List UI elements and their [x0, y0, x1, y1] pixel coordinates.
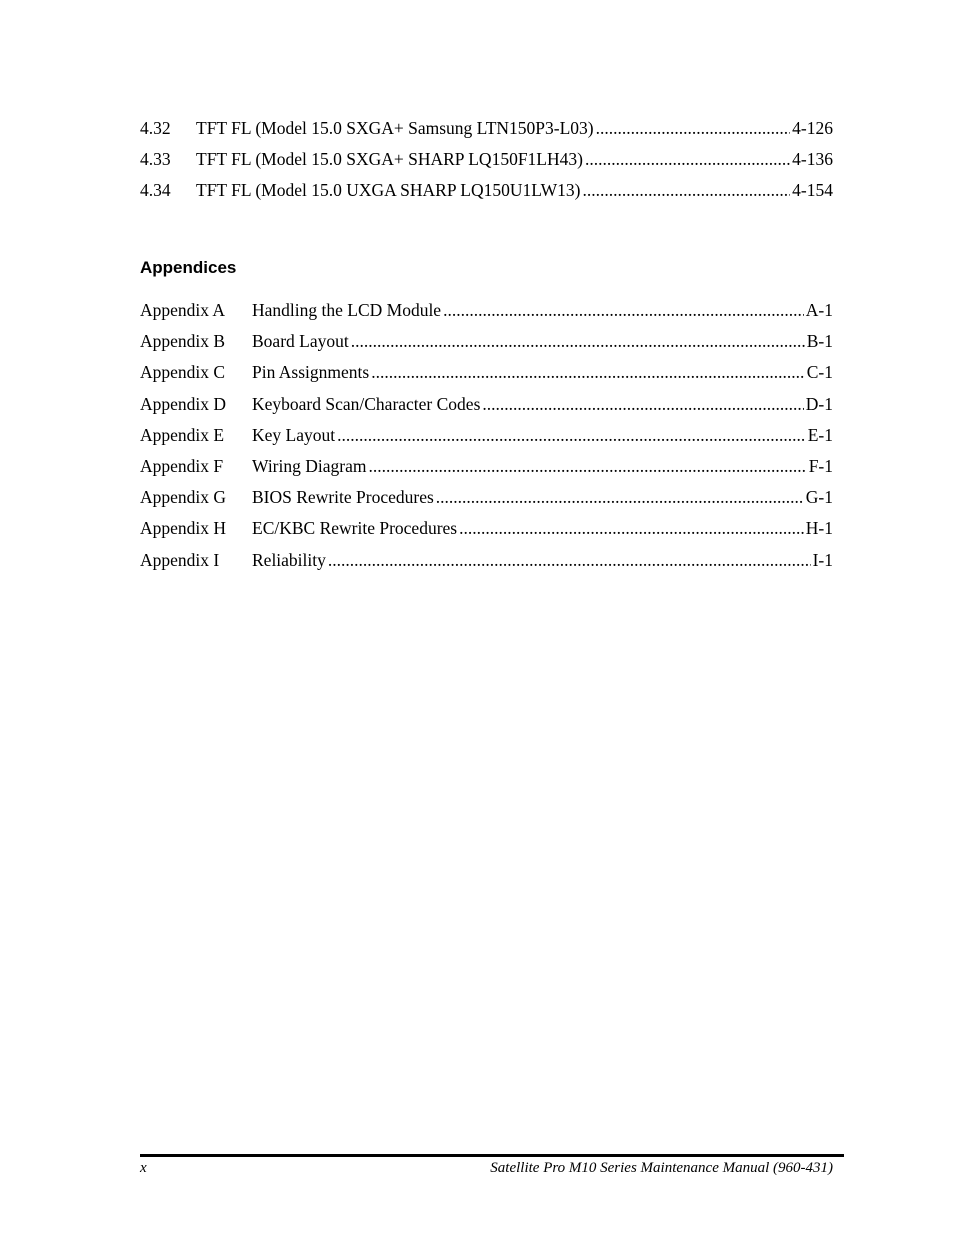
appendix-page: C-1 — [806, 362, 833, 383]
appendix-title: EC/KBC Rewrite Procedures — [252, 518, 458, 539]
appendix-label: Appendix E — [140, 424, 225, 445]
footer-manual-title: Satellite Pro M10 Series Maintenance Manual (960-431) — [490, 1160, 833, 1176]
appendix-entry[interactable] — [140, 420, 833, 451]
appendix-entry[interactable] — [140, 389, 833, 420]
appendix-title: Handling the LCD Module — [252, 300, 442, 320]
toc-entry-page: 4-126 — [792, 118, 833, 138]
appendix-title: Reliability — [252, 549, 326, 570]
appendices-heading: Appendices — [140, 258, 237, 277]
toc-entry-title: TFT FL (Model 15.0 SXGA+ Samsung LTN150P3-L03) — [196, 118, 594, 138]
appendix-entry[interactable] — [140, 482, 833, 513]
toc-entry-page: 4-154 — [792, 180, 833, 201]
appendix-title: Key Layout — [252, 424, 336, 445]
toc-dot-leader — [583, 175, 791, 206]
toc-dot-leader — [368, 451, 806, 482]
toc-dot-leader — [337, 420, 806, 451]
appendix-entry[interactable] — [140, 451, 833, 482]
toc-entry[interactable] — [140, 113, 833, 144]
appendix-label: Appendix A — [140, 300, 226, 320]
appendix-title: BIOS Rewrite Procedures — [252, 487, 434, 508]
toc-entry-page: 4-136 — [792, 149, 833, 170]
toc-dot-leader — [596, 113, 791, 144]
appendix-title: Wiring Diagram — [252, 455, 367, 476]
toc-entry-title: TFT FL (Model 15.0 UXGA SHARP LQ150U1LW13) — [196, 180, 581, 201]
toc-entry-number: 4.33 — [140, 149, 171, 170]
appendix-label: Appendix F — [140, 455, 224, 476]
appendix-page: E-1 — [807, 424, 833, 445]
footer-rule — [140, 1154, 844, 1157]
toc-dot-leader — [351, 326, 805, 357]
toc-dot-leader — [436, 482, 804, 513]
appendix-page: G-1 — [805, 487, 833, 508]
footer-page-number: x — [140, 1160, 147, 1176]
appendix-label: Appendix I — [140, 549, 220, 570]
toc-entry[interactable] — [140, 144, 833, 175]
appendix-title: Keyboard Scan/Character Codes — [252, 393, 481, 414]
appendix-page: B-1 — [806, 331, 833, 352]
appendix-entry[interactable] — [140, 295, 833, 326]
toc-dot-leader — [482, 389, 803, 420]
toc-dot-leader — [459, 513, 804, 544]
appendix-entry[interactable] — [140, 513, 833, 544]
appendix-label: Appendix G — [140, 487, 227, 508]
toc-dot-leader — [443, 295, 804, 326]
appendix-label: Appendix B — [140, 331, 226, 352]
toc-section-appendices — [140, 295, 833, 576]
appendix-page: H-1 — [805, 518, 833, 539]
appendix-page: F-1 — [808, 455, 833, 476]
appendix-page: I-1 — [812, 549, 833, 570]
appendix-label: Appendix H — [140, 518, 227, 539]
appendix-entry[interactable] — [140, 357, 833, 388]
toc-dot-leader — [371, 357, 805, 388]
toc-dot-leader — [328, 545, 811, 576]
appendix-entry[interactable] — [140, 326, 833, 357]
toc-entry-number: 4.34 — [140, 180, 171, 201]
appendix-title: Board Layout — [252, 331, 349, 352]
appendix-label: Appendix C — [140, 362, 226, 383]
appendix-entry[interactable] — [140, 545, 833, 576]
toc-dot-leader — [585, 144, 790, 175]
toc-entry-number: 4.32 — [140, 118, 171, 138]
appendix-title: Pin Assignments — [252, 362, 370, 383]
toc-entry-title: TFT FL (Model 15.0 SXGA+ SHARP LQ150F1LH43) — [196, 149, 583, 170]
appendix-page: D-1 — [805, 393, 833, 414]
toc-section-chapter-4 — [140, 113, 833, 207]
appendix-label: Appendix D — [140, 393, 227, 414]
toc-entry[interactable] — [140, 175, 833, 206]
appendix-page: A-1 — [805, 300, 833, 320]
